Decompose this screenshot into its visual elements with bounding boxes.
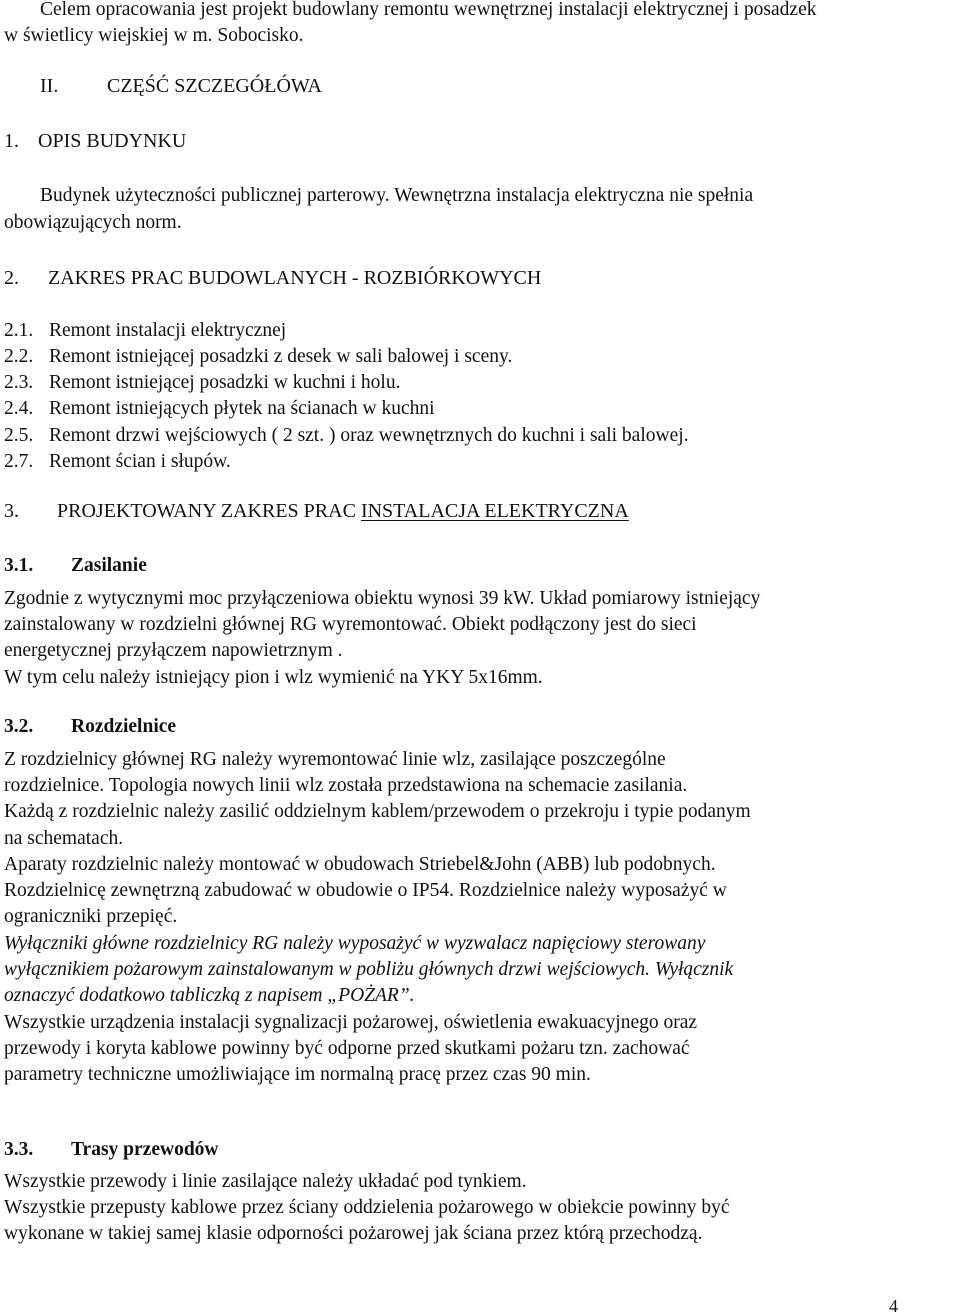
list-item-number: 2.1. [4, 320, 34, 341]
list-item-text: Remont istniejącej posadzki z desek w sali balowej i sceny. [49, 346, 513, 367]
section-2-heading [4, 266, 541, 290]
list-item [4, 371, 400, 395]
list-item-number: 2.7. [4, 451, 34, 472]
paragraph-line: Zgodnie z wytycznymi moc przyłączeniowa obiektu wynosi 39 kW. Układ pomiarowy istniejący [4, 588, 761, 609]
list-item-text: Remont istniejących płytek na ścianach w kuchni [49, 398, 435, 419]
paragraph-line: W tym celu należy istniejący pion i wlz wymienić na YKY 5x16mm. [4, 667, 543, 688]
list-item-text: Remont instalacji elektrycznej [49, 320, 287, 341]
subsection-3-1-title: Zasilanie [71, 555, 147, 576]
paragraph-line: rozdzielnice. Topologia nowych linii wlz została przedstawiona na schemacie zasilania. [4, 775, 688, 796]
subsection-3-3-heading [4, 1138, 219, 1162]
subsection-3-2-heading [4, 715, 176, 739]
section-3-number: 3. [4, 500, 19, 522]
paragraph-line: energetycznej przyłączem napowietrznym . [4, 640, 343, 661]
section-2-number: 2. [4, 267, 19, 289]
paragraph-line: Wszystkie przepusty kablowe przez ściany oddzielenia pożarowego w obiekcie powinny być [4, 1197, 730, 1218]
list-item-text: Remont istniejącej posadzki w kuchni i holu. [49, 372, 401, 393]
section-1-title: OPIS BUDYNKU [38, 130, 187, 152]
part-title: CZĘŚĆ SZCZEGÓŁÓWA [107, 75, 322, 97]
section-3-title: PROJEKTOWANY ZAKRES PRAC INSTALACJA ELEKTRYCZNA [57, 500, 629, 522]
section-1-paragraph-line: Budynek użyteczności publicznej parterowy. Wewnętrzna instalacja elektryczna nie spełnia [40, 185, 754, 206]
paragraph-line: na schematach. [4, 828, 124, 849]
section-2-title: ZAKRES PRAC BUDOWLANYCH - ROZBIÓRKOWYCH [48, 267, 542, 289]
paragraph-line: Wszystkie przewody i linie zasilające należy układać pod tynkiem. [4, 1171, 527, 1192]
part-number: II. [40, 75, 59, 97]
subsection-3-3-number: 3.3. [4, 1139, 34, 1160]
subsection-3-2-title: Rozdzielnice [71, 716, 177, 737]
paragraph-line: Z rozdzielnicy głównej RG należy wyremontować linie wlz, zasilające poszczególne [4, 749, 666, 770]
section-1-number: 1. [4, 130, 19, 152]
list-item-number: 2.2. [4, 346, 34, 367]
italic-paragraph-line: wyłącznikiem pożarowym zainstalowanym w pobliżu głównych drzwi wejściowych. Wyłącznik [4, 959, 734, 980]
intro-line-1: Celem opracowania jest projekt budowlany remontu wewnętrznej instalacji elektrycznej i posadzek [40, 0, 817, 20]
subsection-3-3-title: Trasy przewodów [71, 1139, 219, 1160]
list-item [4, 397, 435, 421]
paragraph-line: ograniczniki przepięć. [4, 906, 178, 927]
paragraph-line: zainstalowany w rozdzielni głównej RG wyremontować. Obiekt podłączony jest do sieci [4, 614, 697, 635]
paragraph-line: Rozdzielnicę zewnętrzną zabudować w obudowie o IP54. Rozdzielnice należy wyposażyć w [4, 880, 727, 901]
list-item [4, 450, 231, 474]
list-item-number: 2.4. [4, 398, 34, 419]
section-3-heading [4, 499, 629, 523]
paragraph-line: Każdą z rozdzielnic należy zasilić oddzielnym kablem/przewodem o przekroju i typie podanym [4, 801, 751, 822]
paragraph-line: przewody i koryta kablowe powinny być odporne przed skutkami pożaru tzn. zachować [4, 1038, 690, 1059]
paragraph-line: parametry techniczne umożliwiające im normalną pracę przez czas 90 min. [4, 1064, 591, 1085]
page-number: 4 [889, 1296, 898, 1316]
subsection-3-1-heading [4, 554, 147, 578]
italic-paragraph-line: oznaczyć dodatkowo tabliczką z napisem „POŻAR”. [4, 985, 415, 1006]
list-item-text: Remont ścian i słupów. [49, 451, 231, 472]
paragraph-line: wykonane w takiej samej klasie odporności pożarowej jak ściana przez którą przechodzą. [4, 1223, 703, 1244]
italic-paragraph-line: Wyłączniki główne rozdzielnicy RG należy wyposażyć w wyzwalacz napięciowy sterowany [4, 933, 706, 954]
section-1-paragraph-line: obowiązujących norm. [4, 212, 182, 233]
list-item-text: Remont drzwi wejściowych ( 2 szt. ) oraz wewnętrznych do kuchni i sali balowej. [49, 425, 689, 446]
intro-line-2: w świetlicy wiejskiej w m. Sobocisko. [4, 25, 304, 46]
list-item [4, 424, 689, 448]
subsection-3-2-number: 3.2. [4, 716, 34, 737]
list-item [4, 319, 286, 343]
section-1-heading [4, 129, 186, 153]
part-heading [40, 74, 322, 98]
paragraph-line: Wszystkie urządzenia instalacji sygnalizacji pożarowej, oświetlenia ewakuacyjnego oraz [4, 1012, 698, 1033]
list-item [4, 345, 512, 369]
paragraph-line: Aparaty rozdzielnic należy montować w obudowach Striebel&John (ABB) lub podobnych. [4, 854, 716, 875]
list-item-number: 2.5. [4, 425, 34, 446]
subsection-3-1-number: 3.1. [4, 555, 34, 576]
list-item-number: 2.3. [4, 372, 34, 393]
